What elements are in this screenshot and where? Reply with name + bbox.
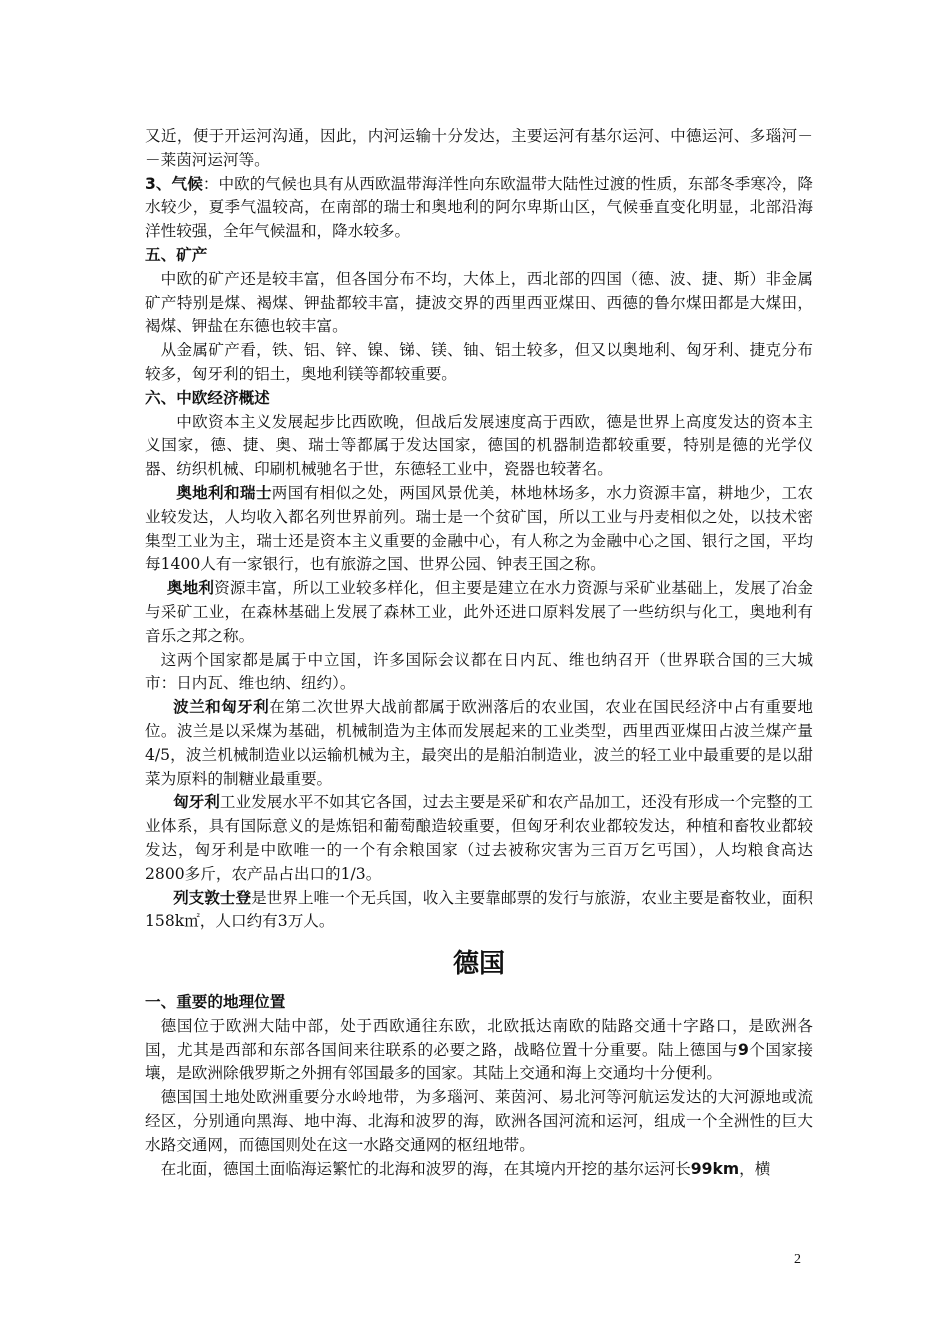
germany-p1-text-b: 个国家接壤，是欧洲除俄罗斯之外拥有邻国最多的国家。其陆上交通和海上交通均十分便利。: [145, 1040, 813, 1083]
document-body: [145, 125, 813, 1181]
page-number: 2: [794, 1252, 801, 1267]
hungary-label: 匈牙利: [173, 793, 220, 812]
paragraph-liechtenstein: [145, 887, 813, 935]
paragraph-germany-3: [145, 1158, 813, 1182]
austria-switzerland-label: 奥地利和瑞士: [176, 483, 272, 502]
paragraph-minerals-2: 从金属矿产看，铁、铝、锌、镍、锑、镁、铀、铝土较多，但又以奥地利、匈牙利、捷克分布较多，匈牙利的铝土，奥地利镁等都较重要。: [145, 341, 813, 383]
austria-text: 资源丰富，所以工业较多样化，但主要是建立在水力资源与采矿业基础上，发展了冶金与采矿工业，在森林基础上发展了森林工业，此外还进口原料发展了一些纺织与化工，奥地利有音乐之邦之称。: [145, 579, 813, 645]
section-heading-location: 一、重要的地理位置: [145, 993, 286, 1012]
paragraph-minerals-1: 中欧的矿产还是较丰富，但各国分布不均，大体上，西北部的四国（德、波、捷、斯）非金属矿产特别是煤、褐煤、钾盐都较丰富，捷波交界的西里西亚煤田、西德的鲁尔煤田都是大煤田，褐煤、钾盐在东德也较丰富。: [145, 269, 813, 336]
germany-p3-number: 99km: [690, 1159, 740, 1178]
liechtenstein-text: 是世界上唯一个无兵国，收入主要靠邮票的发行与旅游，农业主要是畜牧业，面积158k㎡，人口约有3万人。: [145, 888, 813, 931]
paragraph-neutral: 这两个国家都是属于中立国，许多国际会议都在日内瓦、维也纳召开（世界联合国的三大城市：日内瓦、维也纳、纽约）。: [145, 650, 813, 693]
paragraph-economy-1: 中欧资本主义发展起步比西欧晚，但战后发展速度高于西欧，德是世界上高度发达的资本主义国家，德、捷、奥、瑞士等都属于发达国家，德国的机器制造都较重要，特别是德的光学仪器、纺织机械、印刷机械驰名于世，东德轻工业中，瓷器也较著名。: [145, 412, 813, 479]
germany-p1-text-a: 德国位于欧洲大陆中部，处于西欧通往东欧，北欧抵达南欧的陆路交通十字路口，是欧洲各国，尤其是西部和东部各国间来往联系的必要之路，战略位置十分重要。陆上德国与: [145, 1016, 813, 1059]
poland-hungary-label: 波兰和匈牙利: [173, 698, 270, 717]
germany-title: 德国: [452, 949, 505, 980]
austria-switzerland-text: 两国有相似之处，两国风景优美，林地林场多，水力资源丰富，耕地少，工农业较发达，人均收入都名列世界前列。瑞士是一个贫矿国，所以工业与丹麦相似之处，以技术密集型工业为主，瑞士还是资本主义重要的金融中心，有人称之为金融中心之国、银行之国，平均每1400人有一家银行，也有旅游之国、世界公园、钟表王国之称。: [145, 483, 813, 574]
paragraph-austria: [145, 577, 813, 648]
paragraph-hungary: [145, 791, 813, 886]
paragraph-canal-text: 又近，便于开运河沟通，因此，内河运输十分发达，主要运河有基尔运河、中德运河、多瑙河－－莱茵河运河等。: [145, 127, 813, 169]
section-heading-minerals: 五、矿产: [145, 245, 208, 264]
paragraph-germany-1: [145, 1015, 813, 1086]
germany-p3-text-b: ，横: [739, 1159, 771, 1178]
liechtenstein-label: 列支敦士登: [173, 888, 252, 907]
paragraph-poland-hungary: [145, 696, 813, 791]
climate-label: 3、气候: [145, 174, 203, 193]
austria-label: 奥地利: [166, 579, 215, 598]
hungary-text: 工业发展水平不如其它各国，过去主要是采矿和农产品加工，还没有形成一个完整的工业体系，具有国际意义的是炼铝和葡萄酿造较重要，但匈牙利农业都较发达，种植和畜牧业都较发达，匈牙利是中欧唯一的一个有余粮国家（过去被称灾害为三百万乞丐国），人均粮食高达2800多斤，农产品占出口的1/3。: [145, 793, 813, 883]
germany-p3-text-a: 在北面，德国土面临海运繁忙的北海和波罗的海，在其境内开挖的基尔运河长: [160, 1159, 691, 1178]
paragraph-climate: [145, 173, 813, 244]
climate-text: ：中欧的气候也具有从西欧温带海洋性向东欧温带大陆性过渡的性质，东部冬季寒冷，降水较少，夏季气温较高，在南部的瑞士和奥地利的阿尔卑斯山区，气候垂直变化明显，北部沿海洋性较强，全年气候温和，降水较多。: [145, 174, 813, 241]
paragraph-germany-2: 德国国土地处欧洲重要分水岭地带，为多瑙河、莱茵河、易北河等河航运发达的大河源地或流经区，分别通向黑海、地中海、北海和波罗的海，欧洲各国河流和运河，组成一个全洲性的巨大水路交通网，而德国则处在这一水路交通网的枢纽地带。: [145, 1088, 813, 1154]
poland-hungary-text: 在第二次世界大战前都属于欧洲落后的农业国，农业在国民经济中占有重要地位。波兰是以采煤为基础，机械制造为主体而发展起来的工业类型，西里西亚煤田占波兰煤产量4/5，波兰机械制造业以运输机械为主，最突出的是船泊制造业，波兰的轻工业中最重要的是以甜菜为原料的制糖业最重要。: [145, 698, 813, 788]
paragraph-canal: [145, 125, 813, 173]
germany-p1-number: 9: [738, 1040, 749, 1059]
section-heading-economy: 六、中欧经济概述: [145, 388, 270, 407]
paragraph-austria-switzerland: [145, 482, 813, 577]
